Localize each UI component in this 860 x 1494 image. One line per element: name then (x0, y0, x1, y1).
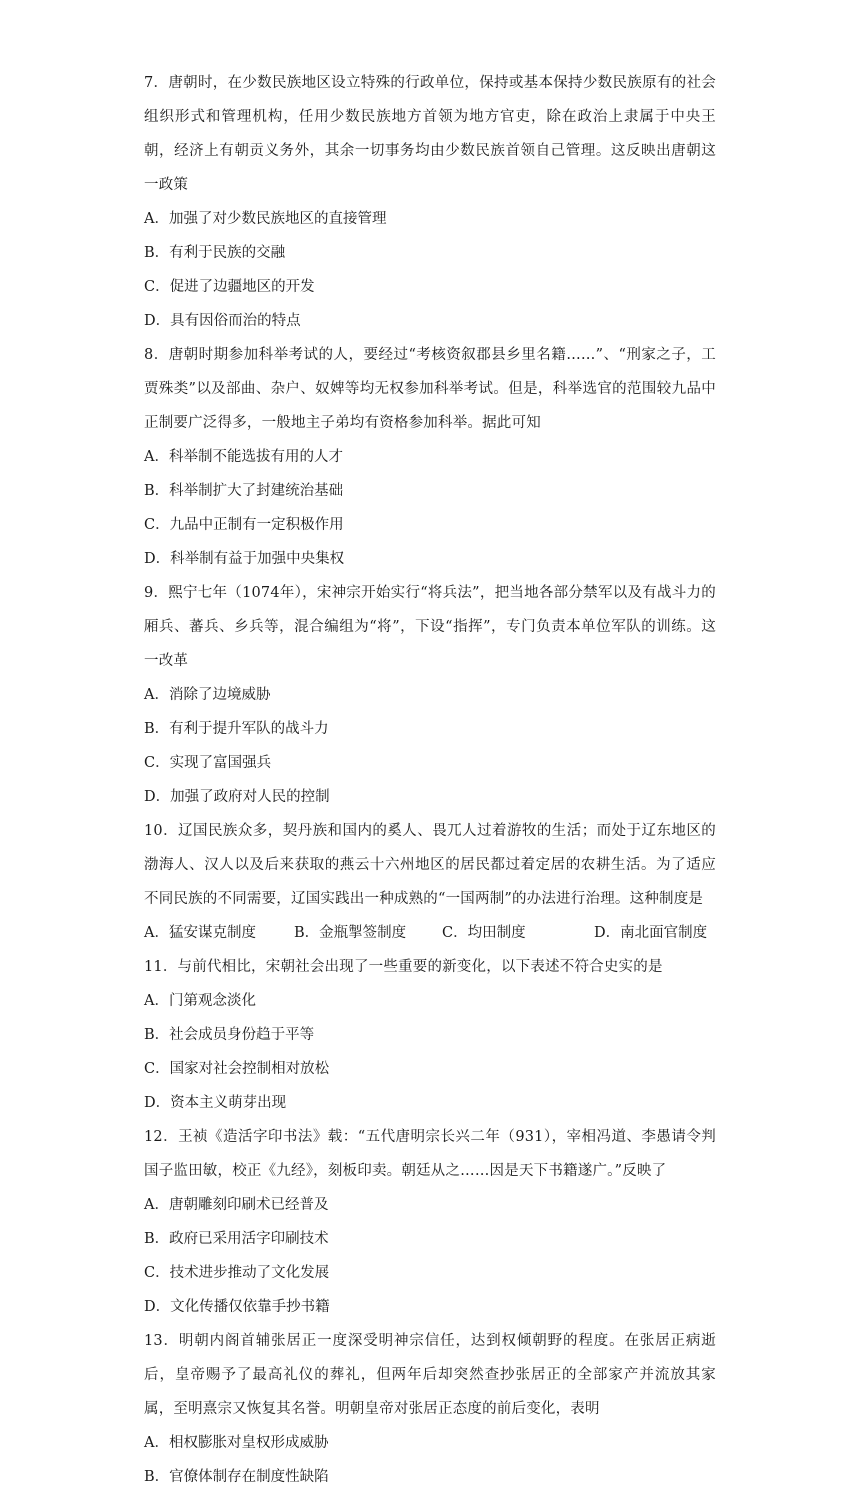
option-b[interactable]: B．有利于提升军队的战斗力 (144, 721, 329, 737)
option-c[interactable]: C．国家对社会控制相对放松 (144, 1061, 330, 1077)
option-c[interactable]: C．均田制度 (442, 925, 526, 941)
option-b[interactable]: B．科举制扩大了封建统治基础 (144, 483, 344, 499)
option-a[interactable]: A．加强了对少数民族地区的直接管理 (144, 211, 387, 227)
exam-page (144, 66, 716, 1494)
option-c[interactable]: C．九品中正制有一定积极作用 (144, 517, 344, 533)
option-a[interactable]: A．门第观念淡化 (144, 993, 256, 1009)
question-9 (144, 576, 716, 814)
question-12 (144, 1120, 716, 1324)
option-b[interactable]: B．金瓶掣签制度 (294, 925, 407, 941)
option-a[interactable]: A．猛安谋克制度 (144, 925, 256, 941)
option-d[interactable]: D．文化传播仅依靠手抄书籍 (144, 1299, 330, 1315)
option-a[interactable]: A．科举制不能选拔有用的人才 (144, 449, 343, 465)
option-c[interactable]: C．技术进步推动了文化发展 (144, 1265, 330, 1281)
question-stem: 10．辽国民族众多，契丹族和国内的奚人、畏兀人过着游牧的生活；而处于辽东地区的渤海人、汉人以及后来获取的燕云十六州地区的居民都过着定居的农耕生活。为了适应不同民族的不同需要，辽国实践出一种成熟的“一国两制”的办法进行治理。这种制度是 (144, 823, 716, 907)
option-d[interactable]: D．资本主义萌芽出现 (144, 1095, 287, 1111)
option-a[interactable]: A．相权膨胀对皇权形成威胁 (144, 1435, 329, 1451)
option-c[interactable]: C．实现了富国强兵 (144, 755, 272, 771)
option-d[interactable]: D．科举制有益于加强中央集权 (144, 551, 345, 567)
question-7 (144, 66, 716, 338)
question-11 (144, 950, 716, 1120)
option-c[interactable]: C．促进了边疆地区的开发 (144, 279, 315, 295)
question-13 (144, 1324, 716, 1494)
option-a[interactable]: A．消除了边境威胁 (144, 687, 271, 703)
question-stem: 7．唐朝时，在少数民族地区设立特殊的行政单位，保持或基本保持少数民族原有的社会组织形式和管理机构，任用少数民族地方首领为地方官吏，除在政治上隶属于中央王朝，经济上有朝贡义务外，其余一切事务均由少数民族首领自己管理。这反映出唐朝这一政策 (144, 75, 716, 193)
question-stem: 13．明朝内阁首辅张居正一度深受明神宗信任，达到权倾朝野的程度。在张居正病逝后，皇帝赐予了最高礼仪的葬礼，但两年后却突然查抄张居正的全部家产并流放其家属，至明熹宗又恢复其名誉。明朝皇帝对张居正态度的前后变化，表明 (144, 1333, 716, 1417)
question-stem: 12．王祯《造活字印书法》载：“五代唐明宗长兴二年（931），宰相冯道、李愚请令判国子监田敏，校正《九经》，刻板印卖。朝廷从之……因是天下书籍遂广。”反映了 (144, 1129, 716, 1179)
option-a[interactable]: A．唐朝雕刻印刷术已经普及 (144, 1197, 329, 1213)
option-b[interactable]: B．社会成员身份趋于平等 (144, 1027, 315, 1043)
option-b[interactable]: B．官僚体制存在制度性缺陷 (144, 1469, 329, 1485)
option-b[interactable]: B．政府已采用活字印刷技术 (144, 1231, 329, 1247)
question-stem: 8．唐朝时期参加科举考试的人，要经过“考核资叙郡县乡里名籍……”、“刑家之子，工贾殊类”以及部曲、杂户、奴婢等均无权参加科举考试。但是，科举选官的范围较九品中正制要广泛得多，一般地主子弟均有资格参加科举。据此可知 (144, 347, 716, 431)
option-d[interactable]: D．加强了政府对人民的控制 (144, 789, 330, 805)
question-stem: 9．熙宁七年（1074年），宋神宗开始实行“将兵法”，把当地各部分禁军以及有战斗力的厢兵、蕃兵、乡兵等，混合编组为“将”，下设“指挥”，专门负责本单位军队的训练。这一改革 (144, 585, 716, 669)
option-d[interactable]: D．具有因俗而治的特点 (144, 313, 301, 329)
question-8 (144, 338, 716, 576)
question-10 (144, 814, 716, 950)
option-d[interactable]: D．南北面官制度 (594, 925, 708, 941)
option-b[interactable]: B．有利于民族的交融 (144, 245, 286, 261)
question-stem: 11．与前代相比，宋朝社会出现了一些重要的新变化，以下表述不符合史实的是 (144, 959, 663, 975)
